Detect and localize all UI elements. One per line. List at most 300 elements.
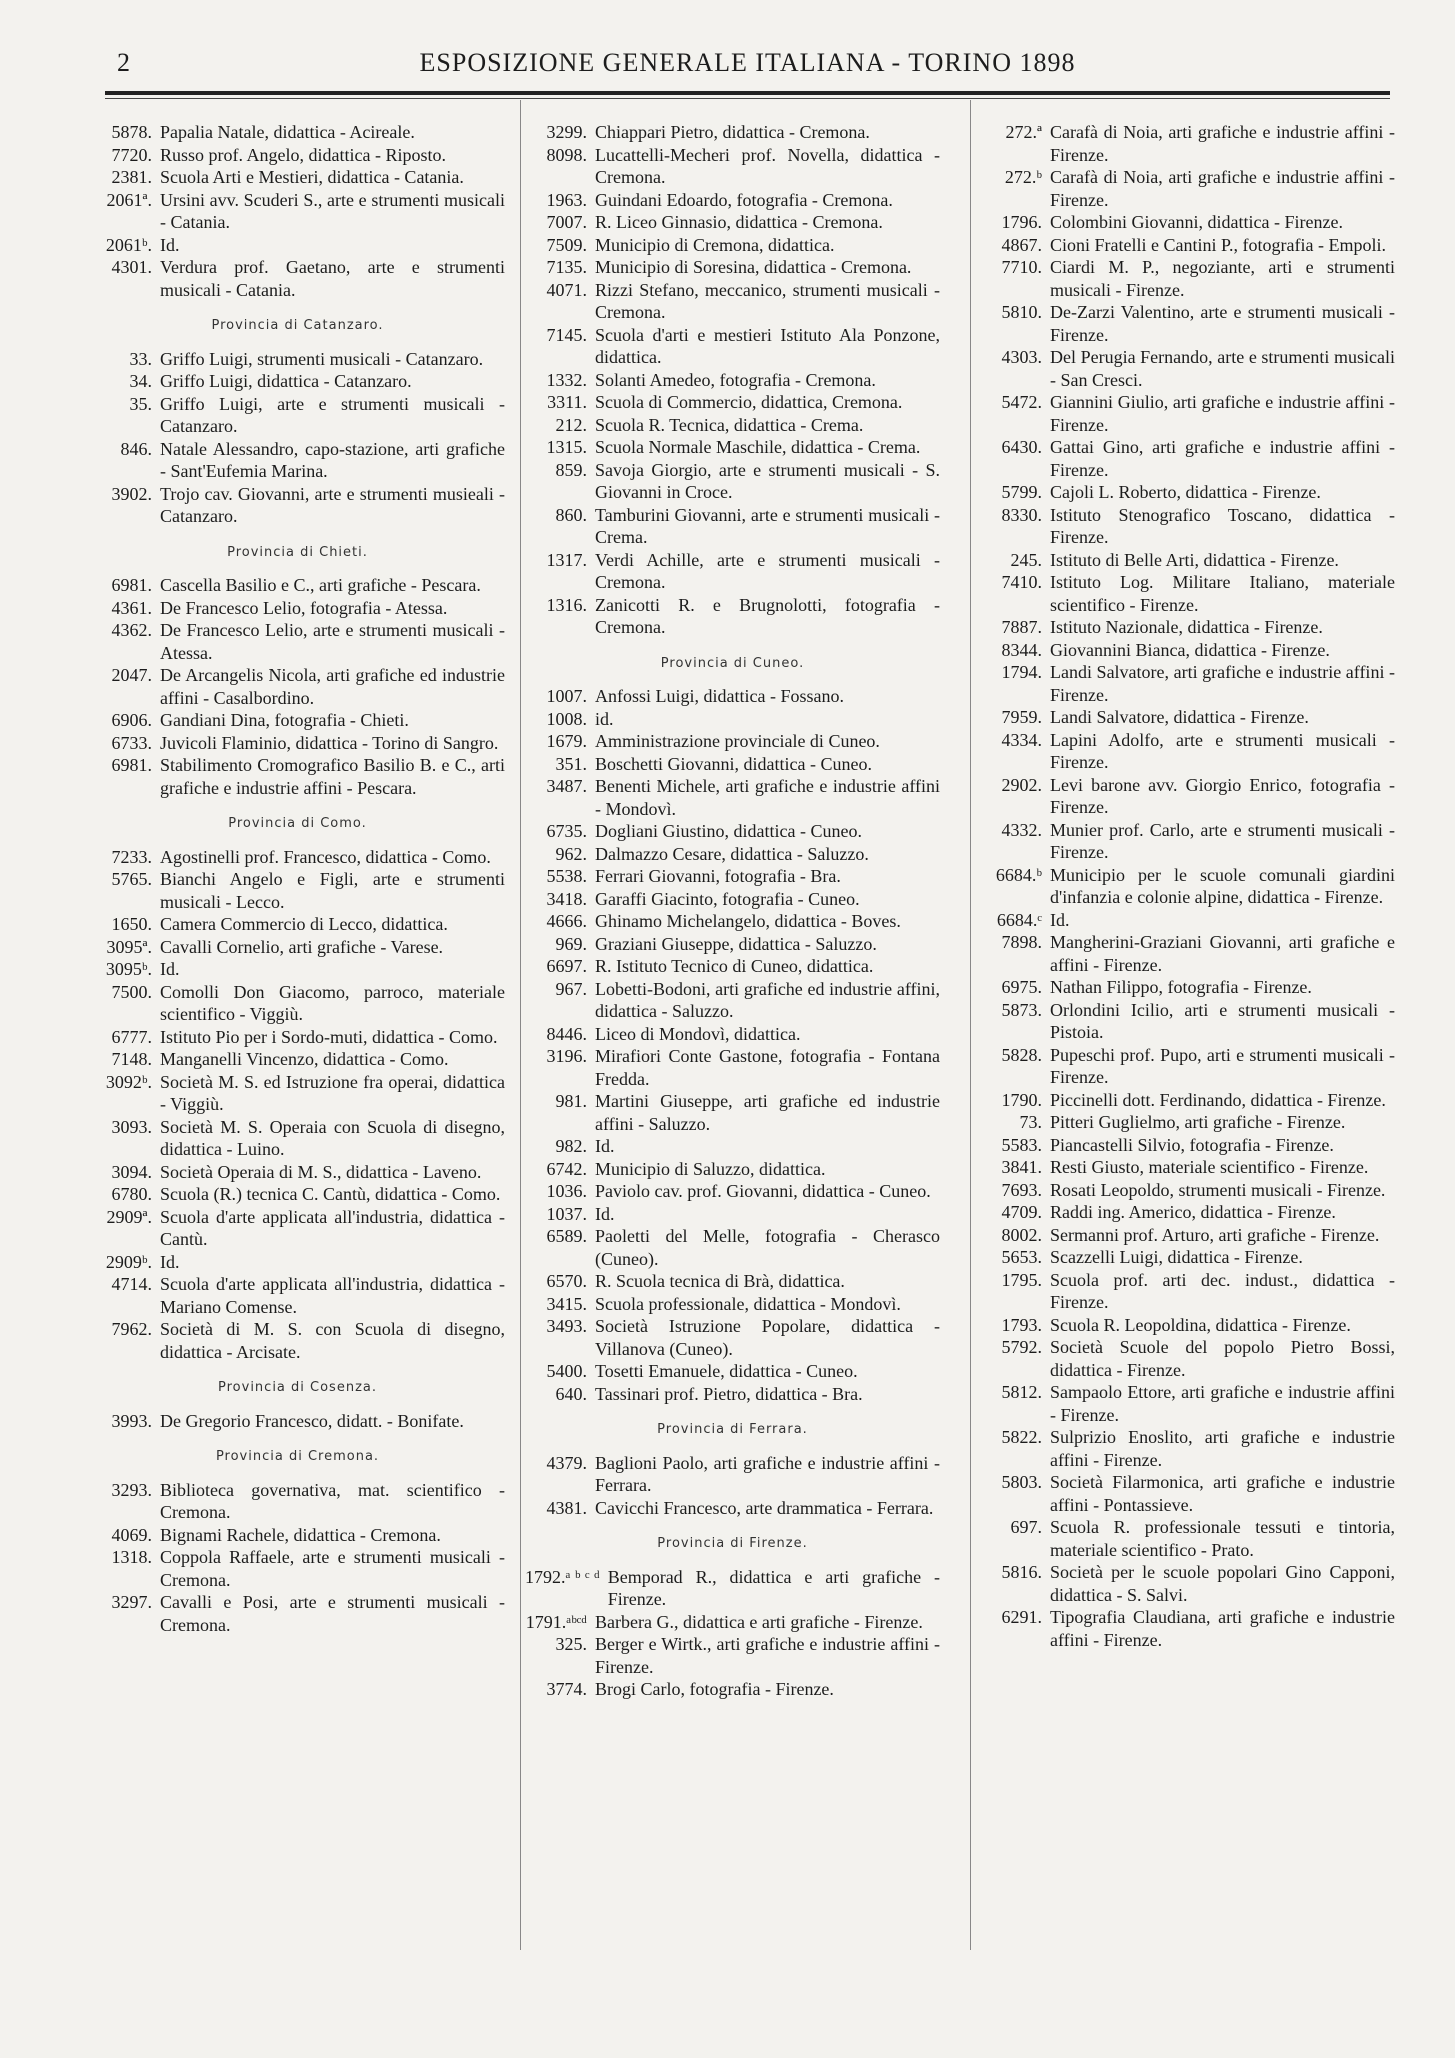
entry-text: Chiappari Pietro, didattica - Cremona. [595, 122, 870, 142]
entry-number: 1794. [1001, 662, 1042, 682]
catalog-entry [90, 981, 505, 1026]
entry-number: 981. [555, 1091, 587, 1111]
catalog-entry [525, 910, 940, 933]
entry-number: 272.ᵇ [1004, 167, 1042, 187]
entry-text: Griffo Luigi, arte e strumenti musicali - Catanzaro. [160, 393, 505, 436]
entry-text: De Arcangelis Nicola, arti grafiche ed industrie affini - Casalbordino. [160, 665, 505, 708]
entry-number: 1315. [546, 437, 587, 457]
catalog-entry [90, 1161, 505, 1184]
entry-number: 969. [555, 933, 587, 954]
entry-text: Giovannini Bianca, didattica - Firenze. [1050, 639, 1330, 660]
catalog-entry [90, 709, 505, 732]
entry-text: Scuola di Commercio, didattica, Cremona. [595, 392, 903, 412]
entry-text: Istituto Log. Militare Italiano, materiale scientifico - Firenze. [1050, 572, 1395, 615]
entry-text: Id. [160, 234, 180, 255]
catalog-entry [980, 504, 1395, 549]
entry-number: 6735. [546, 821, 587, 841]
catalog-entry [525, 1633, 940, 1678]
entry-number: 5653. [1001, 1247, 1042, 1267]
catalog-entry [90, 868, 505, 913]
catalog-entry [90, 1546, 505, 1591]
entry-text: Ursini avv. Scuderi S., arte e strumenti musicali - Catania. [160, 189, 505, 232]
entry-text: R. Istituto Tecnico di Cuneo, didattica. [595, 956, 874, 976]
entry-text: Coppola Raffaele, arte e strumenti musicali - Cremona. [160, 1547, 505, 1590]
catalog-entry [90, 1251, 505, 1274]
province-heading: Provincia di Cremona. [215, 1449, 380, 1464]
entry-number: 3196. [546, 1046, 587, 1066]
entry-text: Garaffi Giacinto, fotografia - Cuneo. [595, 888, 860, 909]
catalog-entry [980, 166, 1395, 211]
catalog-entry [525, 1180, 940, 1203]
entry-number: 5792. [1001, 1337, 1042, 1357]
entry-number: 2061ᵇ. [105, 234, 152, 255]
catalog-entry [525, 1135, 940, 1158]
entry-text: Zanicotti R. e Brugnolotti, fotografia - Cremona. [595, 594, 940, 637]
entry-text: Solanti Amedeo, fotografia - Cremona. [595, 369, 876, 390]
catalog-entry [525, 753, 940, 776]
entry-number: 4301. [111, 257, 152, 277]
province-heading: Provincia di Firenze. [657, 1536, 808, 1551]
entry-text: Anfossi Luigi, didattica - Fossano. [595, 686, 844, 706]
catalog-entry [525, 1293, 940, 1316]
entry-text: Municipio per le scuole comunali giardini d'infanzia e colonie alpine, didattica - Firenze. [1050, 864, 1395, 907]
catalog-entry [90, 234, 505, 257]
catalog-entry [980, 661, 1395, 706]
entry-text: Istituto di Belle Arti, didattica - Firenze. [1050, 549, 1339, 570]
catalog-entry [525, 549, 940, 594]
entry-number: 5810. [1001, 302, 1042, 322]
entry-text: Sampaolo Ettore, arti grafiche e industrie affini - Firenze. [1050, 1382, 1395, 1425]
entry-text: Gattai Gino, arti grafiche e industrie affini - Firenze. [1050, 437, 1395, 480]
catalog-entry [525, 1497, 940, 1520]
running-title: ESPOSIZIONE GENERALE ITALIANA - TORINO 1898 [419, 48, 1076, 77]
catalog-entry [980, 1179, 1395, 1202]
catalog-entry [525, 504, 940, 549]
entry-text: Natale Alessandro, capo-stazione, arti grafiche - Sant'Eufemia Marina. [160, 438, 505, 481]
province-heading: Provincia di Chieti. [227, 544, 368, 560]
catalog-entry [525, 459, 940, 504]
catalog-entry [90, 256, 505, 301]
entry-number: 1963. [546, 189, 587, 210]
entry-number: 6777. [111, 1026, 152, 1047]
entry-number: 7148. [111, 1049, 152, 1069]
entry-text: Carafà di Noia, arti grafiche e industrie affini - Firenze. [1050, 122, 1395, 165]
catalog-entry [525, 730, 940, 753]
catalog-entry [525, 1383, 940, 1406]
catalog-entry [90, 348, 505, 371]
catalog-entry [980, 864, 1395, 909]
entry-number: 4381. [546, 1497, 587, 1518]
entry-number: 272.ª [1005, 122, 1042, 142]
catalog-entry [525, 414, 940, 437]
entry-text: Cajoli L. Roberto, didattica - Firenze. [1050, 482, 1321, 502]
entry-text: Levi barone avv. Giorgio Enrico, fotografia - Firenze. [1050, 774, 1395, 817]
entry-text: Brogi Carlo, fotografia - Firenze. [595, 1679, 834, 1699]
entry-number: 7233. [111, 846, 152, 867]
entry-number: 6981. [111, 755, 152, 775]
column-separator [970, 100, 971, 1950]
entry-text: Id. [1050, 909, 1070, 930]
entry-text: Istituto Pio per i Sordo-muti, didattica - Como. [160, 1026, 498, 1047]
entry-number: 697. [1010, 1517, 1042, 1537]
catalog-entry [980, 1516, 1395, 1561]
catalog-entry [90, 1116, 505, 1161]
entry-text: Amministrazione provinciale di Cuneo. [595, 731, 880, 751]
entry-number: 6742. [546, 1158, 587, 1179]
entry-number: 6697. [546, 956, 587, 976]
entry-number: 2909ª. [106, 1206, 152, 1227]
entry-number: 1793. [1001, 1314, 1042, 1335]
catalog-entry [525, 121, 940, 144]
entry-text: Sermanni prof. Arturo, arti grafiche - Firenze. [1050, 1224, 1380, 1245]
entry-number: 7410. [1001, 572, 1042, 592]
entry-number: 6975. [1001, 977, 1042, 997]
catalog-entry [90, 1206, 505, 1251]
entry-number: 5538. [546, 866, 587, 886]
catalog-entry [525, 144, 940, 189]
entry-number: 8002. [1001, 1224, 1042, 1245]
entry-text: Griffo Luigi, strumenti musicali - Catanzaro. [160, 348, 484, 369]
entry-number: 3774. [546, 1679, 587, 1699]
catalog-entry [525, 933, 940, 956]
entry-number: 4709. [1001, 1202, 1042, 1222]
entry-number: 1795. [1001, 1269, 1042, 1290]
column-middle [525, 121, 940, 1701]
entry-text: Istituto Stenografico Toscano, didattica - Firenze. [1050, 504, 1395, 547]
column-separator [520, 100, 521, 1950]
province-heading: Provincia di Ferrara. [657, 1422, 808, 1437]
entry-text: Mirafiori Conte Gastone, fotografia - Fontana Fredda. [595, 1046, 940, 1089]
catalog-entry [980, 976, 1395, 999]
entry-text: R. Liceo Ginnasio, didattica - Cremona. [595, 212, 883, 232]
entry-text: Resti Giusto, materiale scientifico - Firenze. [1050, 1157, 1369, 1177]
entry-number: 8446. [546, 1023, 587, 1044]
catalog-entry [525, 436, 940, 459]
entry-number: 2381. [111, 167, 152, 187]
entry-number: 1796. [1001, 212, 1042, 232]
province-heading: Provincia di Cuneo. [660, 655, 805, 671]
catalog-entry [90, 936, 505, 959]
entry-text: Raddi ing. Americo, didattica - Firenze. [1050, 1202, 1336, 1222]
catalog-entry [980, 391, 1395, 436]
entry-number: 6430. [1001, 437, 1042, 457]
entry-number: 1007. [546, 686, 587, 706]
entry-number: 5803. [1001, 1472, 1042, 1492]
entry-number: 7898. [1001, 932, 1042, 952]
catalog-entry [525, 865, 940, 888]
catalog-entry [980, 1134, 1395, 1157]
catalog-entry [525, 1315, 940, 1360]
entry-number: 7887. [1001, 617, 1042, 637]
entry-number: 3493. [546, 1316, 587, 1336]
catalog-entry [525, 708, 940, 731]
entry-number: 4714. [111, 1274, 152, 1294]
entry-text: Società Operaia di M. S., didattica - Laveno. [160, 1161, 482, 1182]
entry-text: Società M. S. Operaia con Scuola di disegno, didattica - Luino. [160, 1116, 505, 1159]
header-rule-thin [105, 98, 1390, 99]
entry-number: 4071. [546, 279, 587, 300]
entry-number: 859. [555, 459, 587, 480]
entry-number: 245. [1010, 549, 1042, 570]
catalog-entry [90, 483, 505, 528]
entry-number: 3297. [111, 1592, 152, 1612]
catalog-entry [525, 888, 940, 911]
entry-text: Cavicchi Francesco, arte drammatica - Ferrara. [595, 1497, 934, 1518]
entry-number: 3487. [546, 776, 587, 796]
entry-text: Rosati Leopoldo, strumenti musicali - Firenze. [1050, 1179, 1386, 1200]
catalog-entry [525, 685, 940, 708]
catalog-entry [980, 1606, 1395, 1651]
catalog-entry [980, 1224, 1395, 1247]
entry-text: Scuola Normale Maschile, didattica - Crema. [595, 437, 921, 457]
province-heading: Provincia di Catanzaro. [211, 318, 384, 333]
catalog-entry [90, 1479, 505, 1524]
catalog-entry [980, 729, 1395, 774]
entry-text: Scuola (R.) tecnica C. Cantù, didattica - Como. [160, 1184, 501, 1204]
catalog-entry [525, 1678, 940, 1701]
catalog-entry [525, 1452, 940, 1497]
entry-text: Griffo Luigi, didattica - Catanzaro. [160, 371, 412, 391]
entry-number: 1332. [546, 369, 587, 390]
catalog-entry [980, 121, 1395, 166]
catalog-entry [90, 732, 505, 755]
entry-number: 6981. [111, 575, 152, 595]
entry-text: Sulprizio Enoslito, arti grafiche e industrie affini - Firenze. [1050, 1427, 1395, 1470]
entry-text: Scuola professionale, didattica - Mondovì. [595, 1293, 901, 1314]
entry-text: Tosetti Emanuele, didattica - Cuneo. [595, 1361, 858, 1381]
entry-number: 5799. [1001, 482, 1042, 502]
catalog-entry [525, 391, 940, 414]
entry-number: 3293. [111, 1479, 152, 1500]
entry-number: 7500. [111, 981, 152, 1002]
catalog-entry [90, 1318, 505, 1363]
entry-text: Savoja Giorgio, arte e strumenti musicali - S. Giovanni in Croce. [595, 459, 940, 502]
catalog-entry [980, 1426, 1395, 1471]
entry-text: Paoletti del Melle, fotografia - Cherasco (Cuneo). [595, 1226, 940, 1269]
entry-number: 3311. [547, 392, 587, 412]
entry-text: Trojo cav. Giovanni, arte e strumenti musieali - Catanzaro. [160, 483, 505, 526]
entry-number: 1679. [546, 731, 587, 751]
entry-text: Biblioteca governativa, mat. scientifico - Cremona. [160, 1479, 505, 1522]
entry-text: Graziani Giuseppe, didattica - Saluzzo. [595, 933, 877, 954]
catalog-entry [980, 639, 1395, 662]
entry-number: 7509. [546, 234, 587, 255]
catalog-entry [525, 955, 940, 978]
entry-text: Municipio di Cremona, didattica. [595, 234, 835, 255]
catalog-entry [90, 370, 505, 393]
entry-number: 4069. [111, 1524, 152, 1545]
entry-number: 6684.ᶜ [996, 909, 1042, 930]
entry-text: Società Filarmonica, arti grafiche e industrie affini - Pontassieve. [1050, 1472, 1395, 1515]
catalog-entry [980, 1156, 1395, 1179]
entry-text: Nathan Filippo, fotografia - Firenze. [1050, 977, 1312, 997]
entry-text: Lobetti-Bodoni, arti grafiche ed industrie affini, didattica - Saluzzo. [595, 978, 940, 1021]
entry-text: Benenti Michele, arti grafiche e industrie affini - Mondovì. [595, 776, 940, 819]
entry-number: 846. [120, 438, 152, 459]
catalog-entry [90, 1071, 505, 1116]
header-rule [105, 91, 1390, 95]
entry-text: Scuola d'arte applicata all'industria, didattica - Mariano Comense. [160, 1274, 505, 1317]
column-left [90, 121, 505, 1636]
entry-number: 7959. [1001, 707, 1042, 727]
entry-text: Scuola Arti e Mestieri, didattica - Catania. [160, 167, 464, 187]
entry-text: Cascella Basilio e C., arti grafiche - Pescara. [160, 575, 481, 595]
entry-text: Istituto Nazionale, didattica - Firenze. [1050, 617, 1323, 637]
entry-number: 351. [555, 753, 587, 774]
catalog-entry [525, 324, 940, 369]
catalog-entry [525, 978, 940, 1023]
entry-number: 3902. [111, 483, 152, 504]
entry-text: Id. [595, 1136, 615, 1156]
catalog-entry [980, 616, 1395, 639]
entry-text: Scazzelli Luigi, didattica - Firenze. [1050, 1247, 1303, 1267]
entry-number: 4334. [1001, 729, 1042, 750]
catalog-entry [90, 574, 505, 597]
entry-text: Rizzi Stefano, meccanico, strumenti musicali - Cremona. [595, 279, 940, 322]
catalog-entry [525, 775, 940, 820]
entry-number: 7720. [111, 144, 152, 165]
entry-text: Pupeschi prof. Pupo, arti e strumenti musicali - Firenze. [1050, 1044, 1395, 1087]
entry-number: 3299. [546, 122, 587, 142]
entry-number: 5822. [1001, 1427, 1042, 1447]
entry-text: Bignami Rachele, didattica - Cremona. [160, 1524, 441, 1545]
entry-number: 3841. [1001, 1157, 1042, 1177]
entry-number: 1318. [111, 1547, 152, 1567]
entry-number: 5812. [1001, 1382, 1042, 1402]
entry-number: 5472. [1001, 392, 1042, 412]
entry-text: Scuola R. professionale tessuti e tintoria, materiale scientifico - Prato. [1050, 1517, 1395, 1560]
entry-text: Baglioni Paolo, arti grafiche e industrie affini - Ferrara. [595, 1452, 940, 1495]
catalog-entry [980, 571, 1395, 616]
catalog-entry [525, 1225, 940, 1270]
entry-number: 3095ᵇ. [105, 959, 152, 979]
entry-text: Id. [160, 1251, 180, 1272]
entry-number: 1008. [546, 708, 587, 729]
entry-text: Municipio di Soresina, didattica - Cremona. [595, 257, 912, 277]
catalog-entry [980, 1111, 1395, 1134]
entry-text: Comolli Don Giacomo, parroco, materiale scientifico - Viggiù. [160, 981, 505, 1024]
entry-text: Pitteri Guglielmo, arti grafiche - Firenze. [1050, 1112, 1346, 1132]
entry-text: Società di M. S. con Scuola di disegno, didattica - Arcisate. [160, 1319, 505, 1362]
entry-text: Id. [595, 1203, 615, 1224]
entry-text: Manganelli Vincenzo, didattica - Como. [160, 1049, 449, 1069]
catalog-entry [525, 211, 940, 234]
entry-number: 5828. [1001, 1044, 1042, 1065]
entry-number: 7145. [546, 324, 587, 345]
entry-text: Giannini Giulio, arti grafiche e industrie affini - Firenze. [1050, 392, 1395, 435]
entry-text: Camera Commercio di Lecco, didattica. [160, 914, 448, 934]
catalog-entry [525, 1090, 940, 1135]
entry-number: 1037. [546, 1203, 587, 1224]
entry-text: Guindani Edoardo, fotografia - Cremona. [595, 189, 893, 210]
catalog-entry [980, 909, 1395, 932]
entry-text: De Gregorio Francesco, didatt. - Bonifate. [160, 1410, 464, 1431]
entry-number: 6906. [111, 710, 152, 730]
catalog-entry [525, 1158, 940, 1181]
entry-number: 2061ª. [106, 189, 152, 210]
entry-number: 325. [555, 1634, 587, 1654]
catalog-entry [90, 664, 505, 709]
entry-number: 8330. [1001, 504, 1042, 525]
catalog-entry [980, 346, 1395, 391]
entry-text: Colombini Giovanni, didattica - Firenze. [1050, 212, 1343, 232]
catalog-entry [525, 1203, 940, 1226]
entry-number: 1316. [546, 594, 587, 615]
entry-number: 4361. [111, 597, 152, 618]
catalog-entry [90, 1273, 505, 1318]
catalog-entry [525, 1023, 940, 1046]
entry-number: 2909ᵇ. [105, 1251, 152, 1272]
entry-number: 1317. [546, 549, 587, 570]
catalog-entry [980, 211, 1395, 234]
entry-number: 34. [129, 371, 152, 391]
entry-number: 5816. [1001, 1562, 1042, 1582]
entry-number: 3415. [546, 1293, 587, 1314]
entry-number: 4362. [111, 620, 152, 640]
entry-number: 2902. [1001, 774, 1042, 795]
entry-text: Lucattelli-Mecheri prof. Novella, didattica - Cremona. [595, 144, 940, 187]
entry-number: 1036. [546, 1181, 587, 1201]
entry-number: 4379. [546, 1452, 587, 1473]
page-header [105, 44, 1390, 88]
entry-text: Liceo di Mondovì, didattica. [595, 1023, 801, 1044]
catalog-entry [525, 369, 940, 392]
entry-number: 3094. [111, 1161, 152, 1182]
entry-text: Verdi Achille, arte e strumenti musicali - Cremona. [595, 549, 940, 592]
catalog-entry [525, 279, 940, 324]
entry-text: Tipografia Claudiana, arti grafiche e industrie affini - Firenze. [1050, 1607, 1395, 1650]
catalog-entry [90, 144, 505, 167]
entry-text: De-Zarzi Valentino, arte e strumenti musicali - Firenze. [1050, 302, 1395, 345]
entry-text: Cavalli Cornelio, arti grafiche - Varese. [160, 936, 444, 957]
entry-text: Juvicoli Flaminio, didattica - Torino di Sangro. [160, 732, 499, 753]
catalog-entry [90, 121, 505, 144]
entry-number: 6589. [546, 1226, 587, 1246]
entry-number: 860. [555, 504, 587, 525]
catalog-entry [980, 774, 1395, 819]
catalog-entry [90, 619, 505, 664]
entry-number: 8098. [546, 144, 587, 165]
entry-number: 3092ᵇ. [105, 1071, 152, 1092]
catalog-entry [980, 549, 1395, 572]
entry-text: Scuola prof. arti dec. indust., didattica - Firenze. [1050, 1269, 1395, 1312]
entry-number: 6780. [111, 1184, 152, 1204]
entry-text: Scuola d'arti e mestieri Istituto Ala Ponzone, didattica. [595, 324, 940, 367]
catalog-entry [980, 1471, 1395, 1516]
entry-text: Barbera G., didattica e arti grafiche - Firenze. [595, 1611, 923, 1632]
entry-number: 7962. [111, 1319, 152, 1339]
catalog-entry [980, 819, 1395, 864]
entry-text: Bemporad R., didattica e arti grafiche - Firenze. [607, 1566, 940, 1609]
entry-text: Orlondini Icilio, arti e strumenti musicali - Pistoia. [1050, 999, 1395, 1042]
catalog-entry [90, 1026, 505, 1049]
entry-number: 6570. [546, 1271, 587, 1291]
entry-number: 2047. [111, 665, 152, 685]
entry-number: 982. [555, 1136, 587, 1156]
catalog-entry [90, 1183, 505, 1206]
catalog-entry [980, 999, 1395, 1044]
entry-number: 3095ª. [106, 936, 152, 957]
catalog-entry [525, 820, 940, 843]
entry-text: Scuola R. Leopoldina, didattica - Firenze. [1050, 1314, 1351, 1335]
catalog-entry [90, 166, 505, 189]
catalog-entry [980, 1246, 1395, 1269]
entry-text: Paviolo cav. prof. Giovanni, didattica - Cuneo. [595, 1181, 931, 1201]
entry-text: Cavalli e Posi, arte e strumenti musicali - Cremona. [160, 1592, 505, 1635]
entry-text: Mangherini-Graziani Giovanni, arti grafiche e affini - Firenze. [1050, 932, 1395, 975]
catalog-entry [525, 1360, 940, 1383]
entry-number: 7135. [546, 257, 587, 277]
